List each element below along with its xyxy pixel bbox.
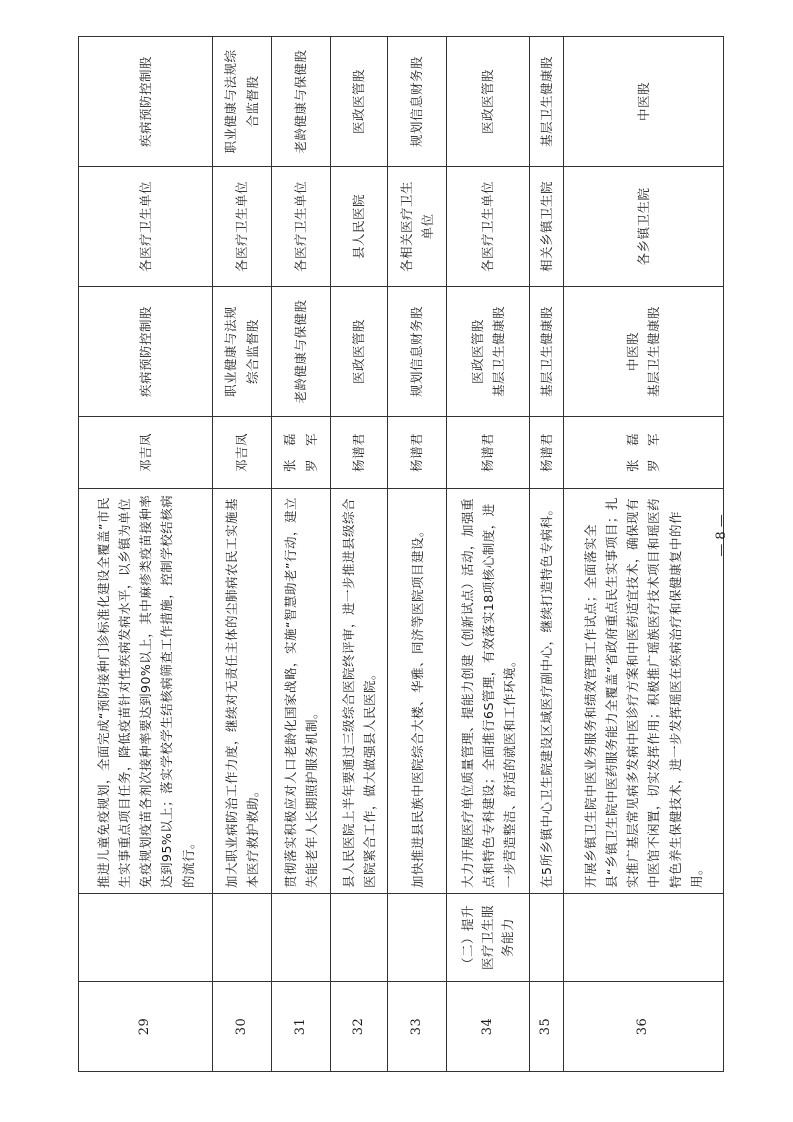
row-number: 33: [388, 982, 447, 1072]
leader-name: 张 磊: [282, 433, 298, 473]
lead-dept-cell: [213, 287, 272, 417]
row-number: 35: [530, 982, 564, 1072]
lead-dept: 医政医管股: [351, 319, 367, 385]
page-number: — 8 —: [713, 514, 729, 557]
leader-name: 罗 军: [646, 433, 662, 473]
category-cell: [530, 894, 564, 982]
task-description: 在5所乡镇中心卫生院建设区域医疗副中心，继续打造特色专病科。: [530, 489, 564, 894]
leader-name: 邓吉凤: [137, 433, 153, 473]
category-cell: [388, 894, 447, 982]
category-cell: [272, 894, 331, 982]
leader-name: 张 磊: [624, 433, 640, 473]
unit-name: 各相关医疗卫生: [398, 181, 414, 273]
lead-dept: 基层卫生健康股: [538, 306, 554, 398]
table-row: [213, 37, 272, 1072]
leader-name: 杨谱君: [480, 433, 496, 473]
resp-dept: 疾病预防控制股: [137, 56, 153, 148]
leader-name: 杨谱君: [351, 433, 367, 473]
table-row: [272, 37, 331, 1072]
leader-cell: [272, 417, 331, 489]
unit-name: 各医疗卫生单位: [234, 181, 250, 273]
unit-cell: [213, 167, 272, 287]
task-description: 加大职业病防治工作力度，继续对无责任主体的尘肺病农民工实施基本医疗救护救助。: [213, 489, 272, 894]
task-table: [78, 36, 724, 1072]
row-number: 31: [272, 982, 331, 1072]
task-description: 大力开展医疗单位质量管理、提能力创建（创新试点）活动，加强重点和特色专科建设；全面推行6S管理，有效落实18项核心制度，进一步营造整洁、舒适的就医和工作环境。: [447, 489, 530, 894]
category-cell: [79, 894, 213, 982]
resp-dept: 老龄健康与保健股: [293, 49, 309, 154]
task-description: 推进儿童免疫规划，全面完成“预防接种门诊标准化建设全覆盖”市民生实事重点项目任务，降低疫苗针对性疾病发病水平，以乡镇为单位免疫规划疫苗各剂次接种率要达到90%以上，其中麻疹类疫苗接种率达到95%以上；落实学校学生结核病筛查工作措施，控制学校结核病的流行。: [79, 489, 213, 894]
resp-cell: [272, 37, 331, 167]
lead-dept: 医政医管股: [469, 319, 485, 385]
row-number: 36: [563, 982, 723, 1072]
lead-dept-cell: [79, 287, 213, 417]
rotated-table-sheet: [78, 37, 724, 1072]
table-row: [563, 37, 723, 1072]
lead-dept-cell: [447, 287, 530, 417]
resp-cell: [563, 37, 723, 167]
resp-dept: 医政医管股: [351, 69, 367, 135]
lead-dept: 基层卫生健康股: [646, 306, 662, 398]
leader-name: 杨谱君: [538, 433, 554, 473]
unit-name: 各医疗卫生单位: [480, 181, 496, 273]
lead-dept-cell: [331, 287, 388, 417]
lead-dept: 规划信息财务股: [409, 306, 425, 398]
lead-dept: 综合监督股: [245, 319, 261, 385]
lead-dept: 老龄健康与保健股: [293, 299, 309, 404]
leader-name: 邓吉凤: [234, 433, 250, 473]
unit-name: 各医疗卫生单位: [137, 181, 153, 273]
lead-dept: 疾病预防控制股: [137, 306, 153, 398]
resp-cell: [331, 37, 388, 167]
resp-dept: 合监督股: [245, 75, 261, 128]
lead-dept: 基层卫生健康股: [491, 306, 507, 398]
table-row: [530, 37, 564, 1072]
lead-dept-cell: [388, 287, 447, 417]
row-number: 32: [331, 982, 388, 1072]
table-row: [388, 37, 447, 1072]
table-row: [79, 37, 213, 1072]
task-description: 加快推进县民族中医院综合大楼、华雅、同济等医院项目建设。: [388, 489, 447, 894]
lead-dept-cell: [530, 287, 564, 417]
leader-cell: [213, 417, 272, 489]
leader-cell: [563, 417, 723, 489]
unit-name: 单位: [420, 213, 436, 240]
unit-cell: [388, 167, 447, 287]
table-row: [447, 37, 530, 1072]
unit-cell: [331, 167, 388, 287]
row-number: 34: [447, 982, 530, 1072]
resp-cell: [213, 37, 272, 167]
resp-dept: 医政医管股: [480, 69, 496, 135]
unit-name: 相关乡镇卫生院: [538, 181, 554, 273]
table-row: [331, 37, 388, 1072]
category-cell: [331, 894, 388, 982]
leader-cell: [530, 417, 564, 489]
unit-name: 各医疗卫生单位: [293, 181, 309, 273]
row-number: 29: [79, 982, 213, 1072]
lead-dept-cell: [272, 287, 331, 417]
leader-cell: [331, 417, 388, 489]
category-cell: [563, 894, 723, 982]
resp-cell: [388, 37, 447, 167]
unit-cell: [272, 167, 331, 287]
leader-cell: [447, 417, 530, 489]
lead-dept: 中医股: [624, 332, 640, 372]
task-description: 开展乡镇卫生院中医业务服务和绩效管理工作试点；全面落实全县“乡镇卫生院中医药服务能力全覆盖”省政府重点民生实事项目；扎实推广基层常见病多发病中医诊疗方案和中医药适宜技术，确保现有中医馆不闲置，切实发挥作用；积极推广瑶族医疗技术项目和瑶医药特色养生保健技术，进一步发挥瑶医在疾病治疗和保健康复中的作用。: [563, 489, 723, 894]
resp-dept: 职业健康与法规综: [223, 49, 239, 154]
resp-cell: [79, 37, 213, 167]
category-cell: （二）提升医疗卫生服务能力: [447, 894, 530, 982]
resp-cell: [447, 37, 530, 167]
unit-cell: [447, 167, 530, 287]
lead-dept-cell: [563, 287, 723, 417]
row-number: 30: [213, 982, 272, 1072]
leader-name: 杨谱君: [409, 433, 425, 473]
task-description: 贯彻落实积极应对人口老龄化国家战略，实施“智慧助老”行动，建立失能老年人长期照护服务机制。: [272, 489, 331, 894]
leader-name: 罗 军: [304, 433, 320, 473]
lead-dept: 职业健康与法规: [223, 306, 239, 398]
leader-cell: [388, 417, 447, 489]
resp-dept: 规划信息财务股: [409, 56, 425, 148]
unit-cell: [79, 167, 213, 287]
resp-dept: 基层卫生健康股: [538, 56, 554, 148]
category-cell: [213, 894, 272, 982]
leader-cell: [79, 417, 213, 489]
unit-cell: [563, 167, 723, 287]
unit-name: 各乡镇卫生院: [635, 187, 651, 266]
unit-name: 县人民医院: [351, 194, 367, 260]
unit-cell: [530, 167, 564, 287]
resp-dept: 中医股: [635, 82, 651, 122]
task-description: 县人民医院上半年要通过三级综合医院终评审，进一步推进县级综合医院紧合工作，做大做强县人民医院。: [331, 489, 388, 894]
resp-cell: [530, 37, 564, 167]
